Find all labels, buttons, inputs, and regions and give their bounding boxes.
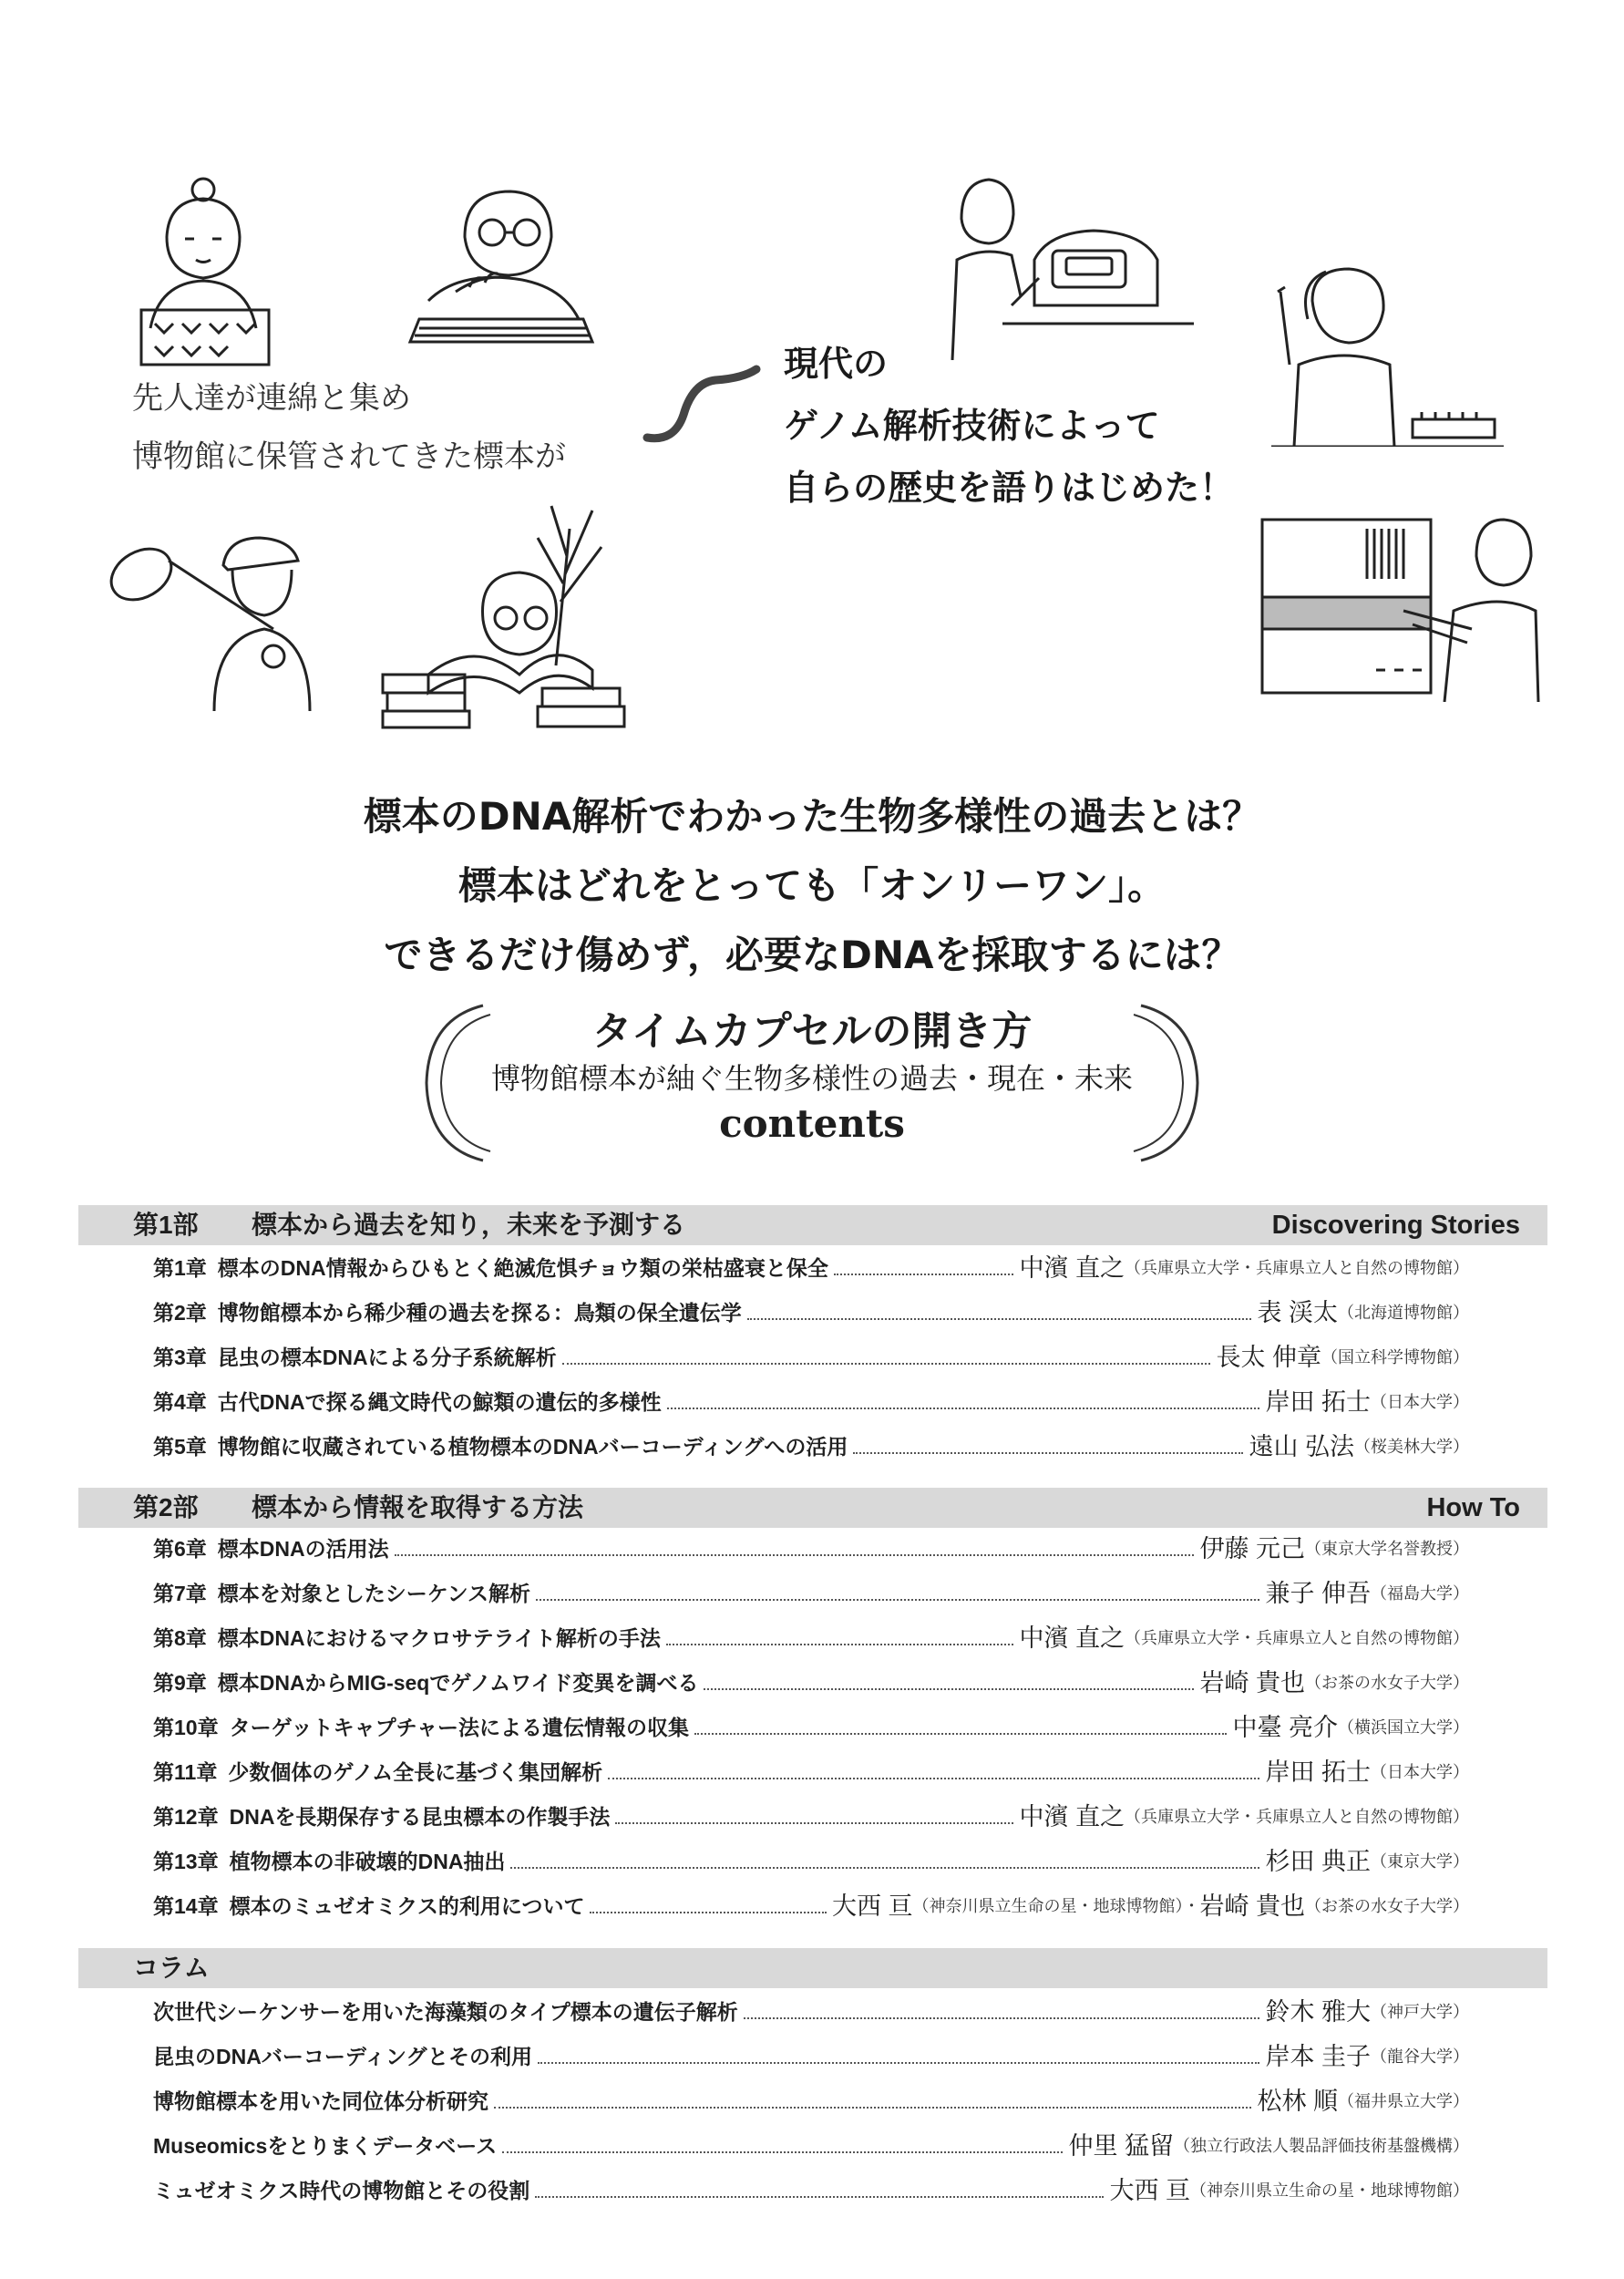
toc-entry-column2[interactable] (153, 2032, 1469, 2072)
toc-entry-ch11[interactable] (153, 1748, 1469, 1788)
leader-dots (590, 1912, 827, 1913)
chapter-title: 植物標本の非破壊的DNA抽出 (229, 1850, 506, 1873)
chapter-number: 第14章 (153, 1894, 219, 1918)
chapter-author: 中濱 直之 (1019, 1254, 1125, 1282)
chapter-author: 岸田 拓士 (1265, 1388, 1371, 1416)
chapter-title: 標本のDNA情報からひもとく絶滅危惧チョウ類の栄枯盛衰と保全 (217, 1256, 828, 1280)
part2-title: 標本から情報を取得する方法 (252, 1493, 584, 1521)
chapter-affiliation: （お茶の水女子大学） (1305, 1674, 1469, 1692)
book-subtitle: 博物館標本が紬ぐ生物多様性の過去・現在・未来 (490, 1061, 1133, 1096)
scientist-thermal-cycler-icon (948, 169, 1194, 360)
column-item-author: 仲里 猛留 (1068, 2132, 1174, 2160)
chapter-affiliation: （東京大学名誉教授） (1305, 1540, 1469, 1558)
book-title: タイムカプセルの開き方 (591, 1008, 1033, 1055)
part1-english: Discovering Stories (1271, 1211, 1520, 1240)
chapter-author: 大西 亘 (831, 1892, 913, 1920)
leader-dots (744, 2017, 1260, 2019)
leader-dots (494, 2107, 1251, 2109)
column-title: コラム (133, 1954, 210, 1982)
leader-dots (608, 1778, 1259, 1779)
toc-entry-ch2[interactable] (153, 1288, 1469, 1328)
chapter-number: 第11章 (153, 1760, 218, 1784)
professor-pressing-plant-icon (401, 182, 601, 356)
chapter-author: 中濱 直之 (1019, 1803, 1125, 1830)
column-item-title: 博物館標本を用いた同位体分析研究 (153, 2089, 488, 2113)
contents-label: contents (719, 1101, 905, 1146)
toc-entry-ch13[interactable] (153, 1837, 1469, 1877)
researcher-reading-with-branch-icon (374, 492, 629, 729)
chapter-number: 第3章 (153, 1346, 207, 1369)
column-item-author: 岸本 圭子 (1265, 2043, 1371, 2070)
chapter-number: 第6章 (153, 1537, 207, 1561)
question-line: 標本はどれをとっても「オンリーワン」。 (457, 863, 1167, 908)
chapter-title: 標本DNAの活用法 (217, 1537, 389, 1561)
chapter-number: 第4章 (153, 1390, 207, 1414)
chapter-number: 第10章 (153, 1716, 219, 1739)
toc-entry-ch8[interactable] (153, 1614, 1469, 1654)
intro-left-line: 先人達が連綿と集め (132, 380, 411, 417)
column-item-author: 松林 順 (1257, 2088, 1338, 2115)
toc-entry-ch10[interactable] (153, 1703, 1469, 1743)
column-item-title: ミュゼオミクス時代の博物館とその役割 (153, 2179, 530, 2202)
chapter-affiliation: （兵庫県立大学・兵庫県立人と自然の博物館） (1125, 1629, 1469, 1647)
chapter-number: 第7章 (153, 1582, 207, 1605)
chapter-number: 第9章 (153, 1671, 207, 1695)
chapter-author: 中濱 直之 (1019, 1624, 1125, 1652)
toc-entry-ch6[interactable] (153, 1524, 1469, 1564)
toc-entry-ch7[interactable] (153, 1569, 1469, 1609)
leader-dots (615, 1822, 1013, 1824)
question-line: 標本のDNA解析でわかった生物多様性の過去とは？ (363, 794, 1261, 839)
chapter-affiliation: （東京大学） (1371, 1852, 1469, 1871)
question-line: できるだけ傷めず，必要なDNAを採取するには？ (384, 933, 1240, 977)
chapter-affiliation: （兵庫県立大学・兵庫県立人と自然の博物館） (1125, 1808, 1469, 1826)
chapter-number: 第8章 (153, 1626, 207, 1650)
leader-dots (395, 1554, 1195, 1556)
part1-title: 標本から過去を知り，未来を予測する (252, 1211, 686, 1239)
chapter-author: 兼子 伸吾 (1265, 1580, 1371, 1607)
chapter-title: 博物館標本から稀少種の過去を探る：鳥類の保全遺伝学 (217, 1301, 742, 1325)
wave-connector (638, 360, 766, 451)
leader-dots (510, 1867, 1259, 1869)
chapter-title: ターゲットキャプチャー法による遺伝情報の収集 (229, 1716, 689, 1739)
leader-dots (536, 1599, 1260, 1601)
chapter-number: 第1章 (153, 1256, 207, 1280)
chapter-affiliation: （福島大学） (1371, 1584, 1469, 1603)
toc-entry-column4[interactable] (153, 2121, 1469, 2161)
chapter-author: 伊藤 元己 (1199, 1535, 1305, 1562)
toc-entry-ch1[interactable] (153, 1243, 1469, 1284)
toc-entry-ch4[interactable] (153, 1377, 1469, 1418)
toc-entry-ch9[interactable] (153, 1658, 1469, 1698)
column-item-affiliation: （神戸大学） (1371, 2003, 1469, 2021)
intro-left-line: 博物館に保管されてきた標本が (132, 438, 566, 475)
chapter-affiliation: （神奈川県立生命の星・地球博物館）・ (912, 1897, 1200, 1915)
chapter-author-2: 岩崎 貴也 (1199, 1892, 1305, 1920)
chapter-author: 遠山 弘法 (1249, 1433, 1354, 1460)
chapter-number: 第13章 (153, 1850, 219, 1873)
chapter-title: 標本DNAからMIG-seqでゲノムワイド変異を調べる (217, 1671, 699, 1695)
column-item-affiliation: （龍谷大学） (1371, 2047, 1469, 2066)
chapter-author: 長太 伸章 (1216, 1344, 1321, 1371)
leader-dots (694, 1733, 1228, 1735)
toc-entry-ch14[interactable] (153, 1882, 1469, 1922)
chapter-affiliation: （北海道博物館） (1338, 1304, 1469, 1322)
intro-right-line: 自らの歴史を語りはじめた！ (784, 468, 1235, 508)
kimono-woman-specimen-box-icon (123, 173, 283, 369)
part2-number: 第2部 (133, 1493, 199, 1521)
scientist-sequencer-icon (1258, 510, 1540, 702)
scientist-pipette-icon (1258, 264, 1504, 447)
leader-dots (535, 2196, 1104, 2198)
intro-right-text (784, 333, 1234, 519)
toc-entry-ch12[interactable] (153, 1792, 1469, 1832)
chapter-affiliation: （横浜国立大学） (1338, 1718, 1469, 1737)
leader-dots (834, 1274, 1014, 1275)
chapter-title: 標本のミュゼオミクス的利用について (229, 1894, 585, 1918)
column-item-author: 大西 亘 (1109, 2177, 1190, 2204)
chapter-title: 少数個体のゲノム全長に基づく集団解析 (228, 1760, 603, 1784)
chapter-affiliation-2: （お茶の水女子大学） (1305, 1897, 1469, 1915)
chapter-title: 昆虫の標本DNAによる分子系統解析 (217, 1346, 557, 1369)
chapter-title: 標本DNAにおけるマクロサテライト解析の手法 (217, 1626, 661, 1650)
toc-entry-ch5[interactable] (153, 1422, 1469, 1462)
title-block (428, 1003, 1196, 1158)
chapter-title: 博物館に収蔵されている植物標本のDNAバーコーディングへの活用 (217, 1435, 848, 1459)
column-item-author: 鈴木 雅大 (1265, 1998, 1371, 2026)
column-item-affiliation: （独立行政法人製品評価技術基盤機構） (1174, 2137, 1469, 2155)
column-item-affiliation: （神奈川県立生命の星・地球博物館） (1190, 2181, 1469, 2200)
part2-english: How To (1426, 1493, 1520, 1522)
chapter-author: 岸田 拓士 (1265, 1758, 1371, 1786)
chapter-author: 中臺 亮介 (1232, 1714, 1338, 1741)
chapter-affiliation: （兵庫県立大学・兵庫県立人と自然の博物館） (1125, 1259, 1469, 1277)
column-item-title: 昆虫のDNAバーコーディングとその利用 (153, 2045, 532, 2068)
chapter-author: 杉田 典正 (1265, 1848, 1371, 1875)
chapter-number: 第12章 (153, 1805, 219, 1829)
intro-left-text (132, 369, 566, 486)
leader-dots (853, 1452, 1243, 1454)
column-header (78, 1948, 1547, 1988)
toc-entry-column1[interactable] (153, 1987, 1469, 2027)
chapter-affiliation: （桜美林大学） (1354, 1438, 1469, 1456)
intro-right-line: 現代の (784, 344, 889, 384)
part1-header (78, 1205, 1547, 1245)
chapter-affiliation: （日本大学） (1371, 1393, 1469, 1411)
leader-dots (667, 1408, 1260, 1409)
intro-right-line: ゲノム解析技術によって (784, 406, 1160, 446)
collector-with-insect-net-icon (105, 529, 314, 711)
column-item-title: Museomicsをとりまくデータベース (153, 2134, 498, 2158)
toc-entry-ch3[interactable] (153, 1333, 1469, 1373)
toc-entry-column5[interactable] (153, 2166, 1469, 2206)
leader-dots (747, 1318, 1252, 1320)
chapter-author: 岩崎 貴也 (1199, 1669, 1305, 1696)
chapter-author: 表 渓太 (1257, 1299, 1338, 1326)
leader-dots (704, 1688, 1194, 1690)
toc-entry-column3[interactable] (153, 2077, 1469, 2117)
chapter-title: 標本を対象としたシーケンス解析 (217, 1582, 530, 1605)
column-item-title: 次世代シーケンサーを用いた海藻類のタイプ標本の遺伝子解析 (153, 2000, 738, 2024)
questions-block (0, 782, 1624, 990)
part1-number: 第1部 (133, 1211, 199, 1239)
leader-dots (538, 2062, 1259, 2064)
column-item-affiliation: （福井県立大学） (1338, 2092, 1469, 2110)
part2-header (78, 1488, 1547, 1528)
leader-dots (666, 1644, 1014, 1645)
leader-dots (502, 2151, 1063, 2153)
chapter-affiliation: （日本大学） (1371, 1763, 1469, 1781)
chapter-title: DNAを長期保存する昆虫標本の作製手法 (229, 1805, 611, 1829)
chapter-affiliation: （国立科学博物館） (1321, 1348, 1469, 1366)
leader-dots (562, 1363, 1211, 1365)
chapter-title: 古代DNAで探る縄文時代の鯨類の遺伝的多様性 (217, 1390, 662, 1414)
chapter-number: 第2章 (153, 1301, 207, 1325)
chapter-number: 第5章 (153, 1435, 207, 1459)
